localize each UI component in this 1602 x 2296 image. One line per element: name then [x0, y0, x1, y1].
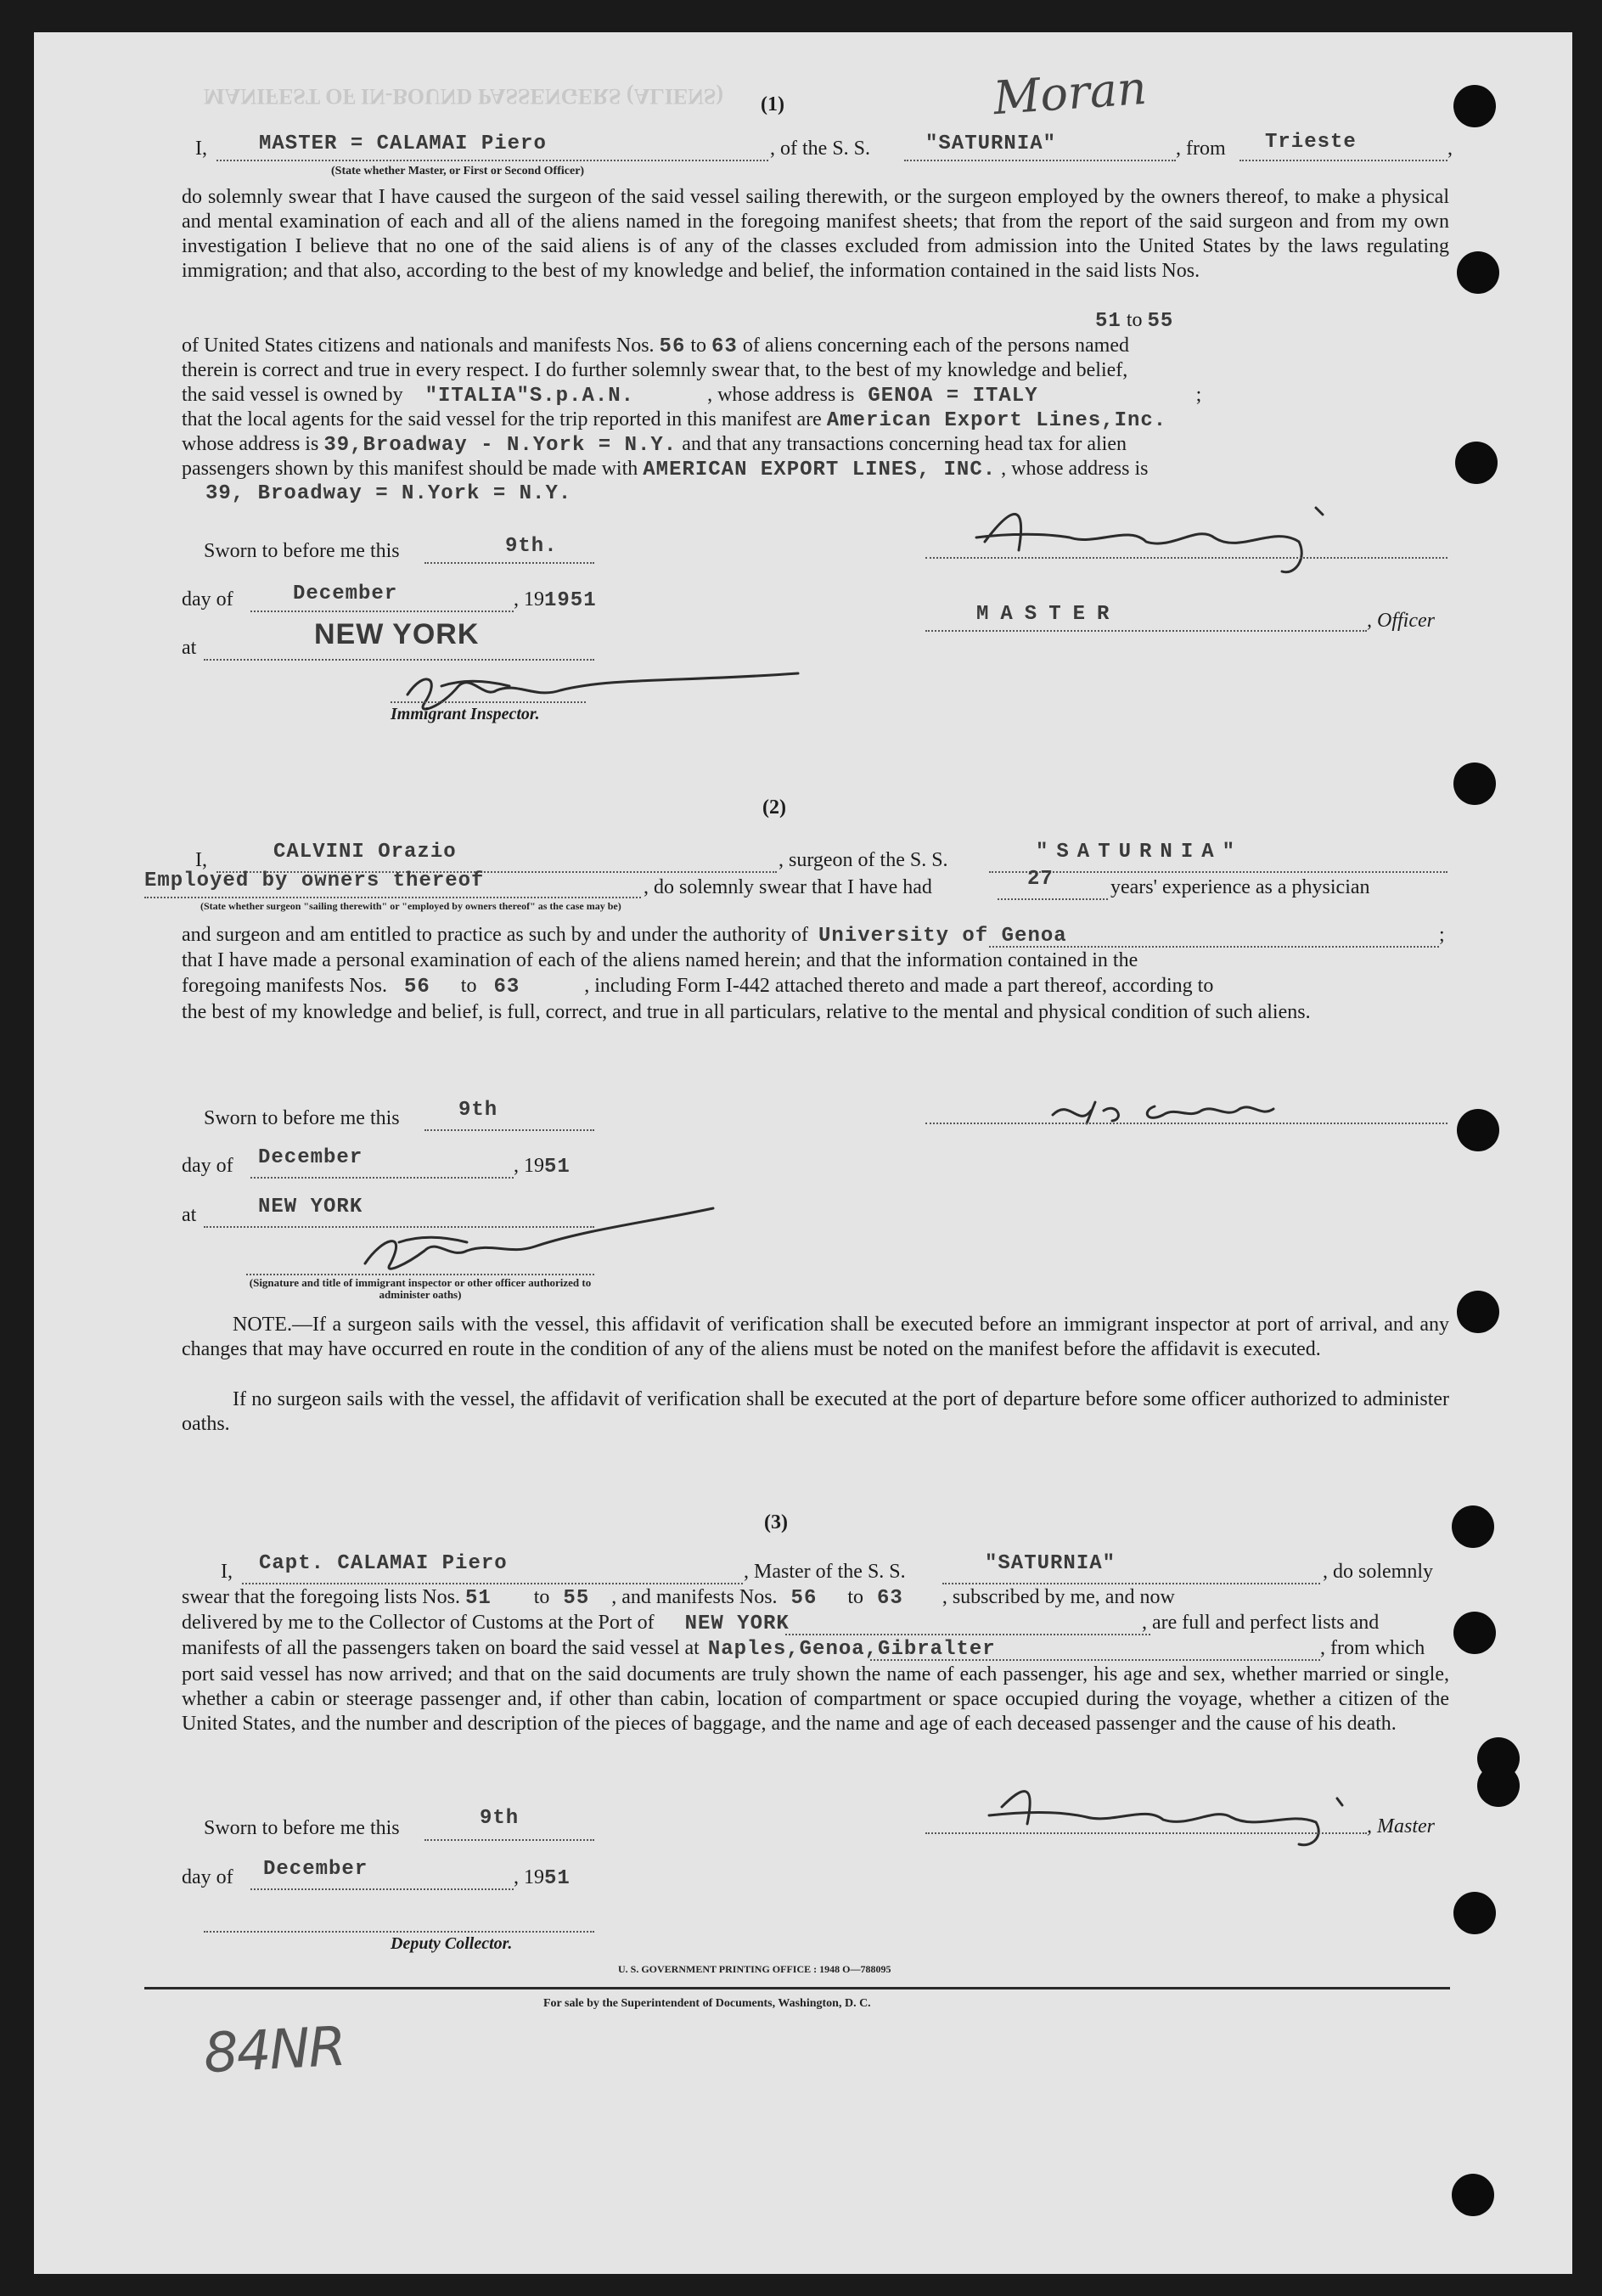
note-text: NOTE.—If a surgeon sails with the vessel, this affidavit of verification shall be executed before an immigrant inspector at port of arrival, and any changes that may have occurred en route in the condition of any of the aliens must be noted on the manifest before the affidavit is executed.: [182, 1314, 1449, 1360]
to-label: to: [1126, 309, 1143, 331]
master-signature: [976, 1764, 1350, 1849]
state-note: (State whether Master, or First or Second Officer): [331, 165, 585, 177]
year-field: 51: [544, 1867, 571, 1890]
punch-hole: [1457, 251, 1499, 294]
day-of-label: day of: [182, 1155, 233, 1177]
lists-from-field: 51: [464, 1587, 492, 1610]
handwritten-corner-note: Moran: [992, 60, 1149, 126]
tax-agent-field: AMERICAN EXPORT LINES, INC.: [643, 459, 997, 481]
year-field: 51: [544, 1156, 571, 1179]
master-name-field: Capt. CALAMAI Piero: [259, 1552, 508, 1575]
day-of-label: day of: [182, 588, 233, 611]
sworn-label: Sworn to before me this: [204, 1107, 400, 1129]
to-label: to: [460, 975, 477, 997]
master-of-label: , Master of the S. S.: [744, 1561, 906, 1583]
state-note: (State whether surgeon "sailing therewith" or "employed by owners thereof" as the case may be): [200, 900, 621, 912]
manifest-to-field: 63: [493, 976, 520, 999]
document-page: [34, 32, 1572, 2274]
master-name-field: MASTER = CALAMAI Piero: [259, 132, 547, 155]
handwritten-code: 84NR: [202, 2015, 346, 2086]
text: foregoing manifests Nos.: [182, 975, 387, 997]
authority-field: University of Genoa: [818, 925, 1067, 948]
officer-typed-field: MASTER: [976, 603, 1121, 626]
year-prefix: , 19: [514, 1155, 544, 1177]
at-label: at: [182, 1204, 197, 1226]
punch-hole: [1457, 1291, 1499, 1333]
year-label: [514, 1866, 571, 1890]
punch-hole: [1453, 85, 1496, 127]
line-therein: therein is correct and true in every respect. I do further solemnly swear that, to the best of my knowledge and belief,: [182, 359, 1128, 381]
line-manifests: [182, 335, 1129, 358]
ports-from-field: Naples,Genoa,Gibralter: [707, 1638, 996, 1661]
text: , subscribed by me, and now: [942, 1586, 1175, 1608]
text: delivered by me to the Collector of Customs at the Port of: [182, 1612, 655, 1634]
section-2-paragraph: [182, 1000, 1449, 1025]
from-label: , from: [1176, 138, 1226, 160]
inspector-label: Immigrant Inspector.: [391, 705, 540, 723]
text: , whose address is: [1001, 458, 1149, 480]
surgeon-signature: [1044, 1085, 1316, 1136]
text: , whose address is: [707, 384, 855, 406]
master-label: , Master: [1367, 1815, 1435, 1837]
line-owned-by: [182, 384, 1201, 408]
section-3-number: (3): [764, 1511, 788, 1533]
punch-hole: [1453, 1612, 1496, 1654]
employment-field: Employed by owners thereof: [144, 869, 485, 892]
sworn-day-field: 9th.: [505, 535, 558, 558]
place-field: NEW YORK: [314, 618, 480, 650]
text: that the local agents for the said vessel for the trip reported in this manifest are: [182, 408, 822, 430]
i-label: I,: [195, 138, 207, 160]
text: , and manifests Nos.: [611, 1586, 778, 1608]
line-authority: [182, 924, 1067, 948]
text: and that any transactions concerning head tax for alien: [682, 433, 1127, 455]
lists-to-field: 55: [1147, 310, 1174, 333]
sworn-label: Sworn to before me this: [204, 540, 400, 562]
manifest-to-field: 63: [711, 335, 738, 358]
port-field: NEW YORK: [684, 1612, 790, 1635]
years-field: 27: [1027, 868, 1054, 891]
day-of-label: day of: [182, 1866, 233, 1888]
to-label: to: [533, 1586, 550, 1608]
vessel-name-field: "SATURNIA": [985, 1552, 1116, 1575]
semicolon: ;: [1195, 384, 1202, 406]
i-label: I,: [221, 1561, 233, 1583]
text: of United States citizens and nationals and manifests Nos.: [182, 335, 655, 357]
text: passengers shown by this manifest should be made with: [182, 458, 638, 480]
line-examination: that I have made a personal examination of each of the aliens named herein; and that the information contained in the: [182, 949, 1138, 971]
at-label: at: [182, 637, 197, 659]
printing-office-note: U. S. GOVERNMENT PRINTING OFFICE : 1948 O—788095: [618, 1963, 891, 1975]
punch-hole: [1453, 763, 1496, 805]
manifest-from-field: 56: [403, 976, 430, 999]
lists-to-field: 55: [563, 1587, 590, 1610]
line-foregoing: [182, 975, 1213, 999]
year-label: [514, 1155, 571, 1179]
line-agent-address: [182, 433, 1127, 457]
punch-hole: [1477, 1764, 1520, 1807]
inspector-signature: [357, 1204, 722, 1280]
owner-field: "ITALIA"S.p.A.N.: [424, 385, 635, 408]
year-prefix: , 19: [514, 588, 544, 611]
line-collector: [182, 1612, 790, 1635]
punch-hole: [1453, 1892, 1496, 1934]
semicolon: ;: [1439, 924, 1445, 946]
vessel-name-field: "SATURNIA": [1036, 841, 1244, 864]
punch-hole: [1455, 442, 1498, 484]
year-prefix: , 19: [514, 1866, 544, 1888]
text: of aliens concerning each of the persons named: [742, 335, 1129, 357]
place-field: NEW YORK: [258, 1196, 363, 1218]
to-label: to: [690, 335, 707, 357]
paragraph-text: do solemnly swear that I have caused the surgeon of the said vessel sailing therewith, or the surgeon employed by the owners thereof, to make a physical and mental examination of each and all of the aliens named in the foregoing manifest sheets; that from the report of the said surgeon and from my own investigation I believe that no one of the said aliens is of any of the classes excluded from admission into the United States by the laws regulating immigration; and that also, according to the best of my knowledge and belief, the information contained in the said lists Nos.: [182, 186, 1449, 282]
line-collector-end: , are full and perfect lists and: [1142, 1612, 1380, 1634]
year-label: [514, 588, 597, 612]
to-label: to: [847, 1586, 864, 1608]
do-solemnly-label: , do solemnly: [1323, 1561, 1433, 1583]
of-the-ss-label: , of the S. S.: [770, 138, 871, 160]
line-taken-at: [182, 1637, 996, 1661]
lists-from-field: 51: [1095, 310, 1121, 333]
line-taken-at-end: , from which: [1320, 1637, 1425, 1659]
surgeon-of-label: , surgeon of the S. S.: [779, 849, 948, 871]
section-2-number: (2): [762, 796, 786, 819]
note-text: If no surgeon sails with the vessel, the affidavit of verification shall be executed at the port of departure before some officer authorized to administer oaths.: [182, 1388, 1449, 1435]
month-field: December: [263, 1858, 368, 1881]
manifest-from-field: 56: [790, 1587, 818, 1610]
line-agents: [182, 408, 1166, 432]
for-sale-note: For sale by the Superintendent of Documents, Washington, D. C.: [543, 1997, 871, 2010]
lists-range: [1095, 309, 1173, 333]
note-2: [182, 1387, 1449, 1437]
owner-address-field: GENOA = ITALY: [868, 385, 1038, 408]
text: and surgeon and am entitled to practice as such by and under the authority of: [182, 924, 808, 946]
paragraph-text: the best of my knowledge and belief, is full, correct, and true in all particulars, relative to the mental and physical condition of such aliens.: [182, 1001, 1311, 1023]
punch-hole: [1457, 1109, 1499, 1151]
i-label: I,: [195, 849, 207, 871]
agent-address-field: 39,Broadway - N.York = N.Y.: [323, 434, 677, 457]
month-field: December: [293, 582, 398, 605]
text: , including Form I-442 attached thereto and made a part thereof, according to: [584, 975, 1214, 997]
agent-field: American Export Lines,Inc.: [826, 409, 1167, 432]
text: swear that the foregoing lists Nos.: [182, 1586, 460, 1608]
punch-hole: [1452, 1505, 1494, 1548]
line-lists: [182, 1586, 1175, 1610]
officer-label: , Officer: [1367, 610, 1435, 632]
text: the said vessel is owned by: [182, 384, 403, 406]
signature-note: (Signature and title of immigrant inspector or other officer authorized to administer oaths): [249, 1276, 592, 1301]
manifest-to-field: 63: [877, 1587, 903, 1610]
section-3-paragraph: [182, 1663, 1449, 1736]
manifest-from-field: 56: [659, 335, 686, 358]
faint-header: MANIFEST OF IN-BOUND PASSENGERS (ALIENS): [204, 84, 724, 109]
note-1: [182, 1313, 1449, 1362]
sworn-day-field: 9th: [480, 1807, 520, 1830]
paragraph-text: port said vessel has now arrived; and that on the said documents are truly shown the name of each passenger, his age and sex, whether married or single, whether a cabin or steerage passenger and, if other than cabin, location of compartment or space occupied during the voyage, whether a citizen of the United States, and the number and description of the pieces of baggage, and the name and age of each deceased passenger and the cause of his death.: [182, 1663, 1449, 1735]
years-text: years' experience as a physician: [1110, 876, 1370, 898]
swear-had-label: , do solemnly swear that I have had: [644, 876, 932, 898]
line-tax: [182, 458, 1148, 481]
port-from-field: Trieste: [1265, 131, 1357, 154]
section-1-number: (1): [761, 93, 784, 115]
tax-address-field: 39, Broadway = N.York = N.Y.: [205, 482, 572, 505]
collector-label: Deputy Collector.: [391, 1934, 513, 1953]
punch-hole: [1452, 2174, 1494, 2216]
vessel-name-field: "SATURNIA": [925, 132, 1057, 155]
year-field: 1951: [544, 589, 597, 612]
surgeon-name-field: CALVINI Orazio: [273, 841, 457, 864]
sworn-day-field: 9th: [458, 1099, 498, 1122]
master-signature: [959, 491, 1341, 584]
month-field: December: [258, 1146, 363, 1169]
text: manifests of all the passengers taken on board the said vessel at: [182, 1637, 700, 1659]
section-1-paragraph: [182, 185, 1449, 284]
comma: ,: [1447, 138, 1453, 160]
text: whose address is: [182, 433, 319, 455]
sworn-label: Sworn to before me this: [204, 1817, 400, 1839]
